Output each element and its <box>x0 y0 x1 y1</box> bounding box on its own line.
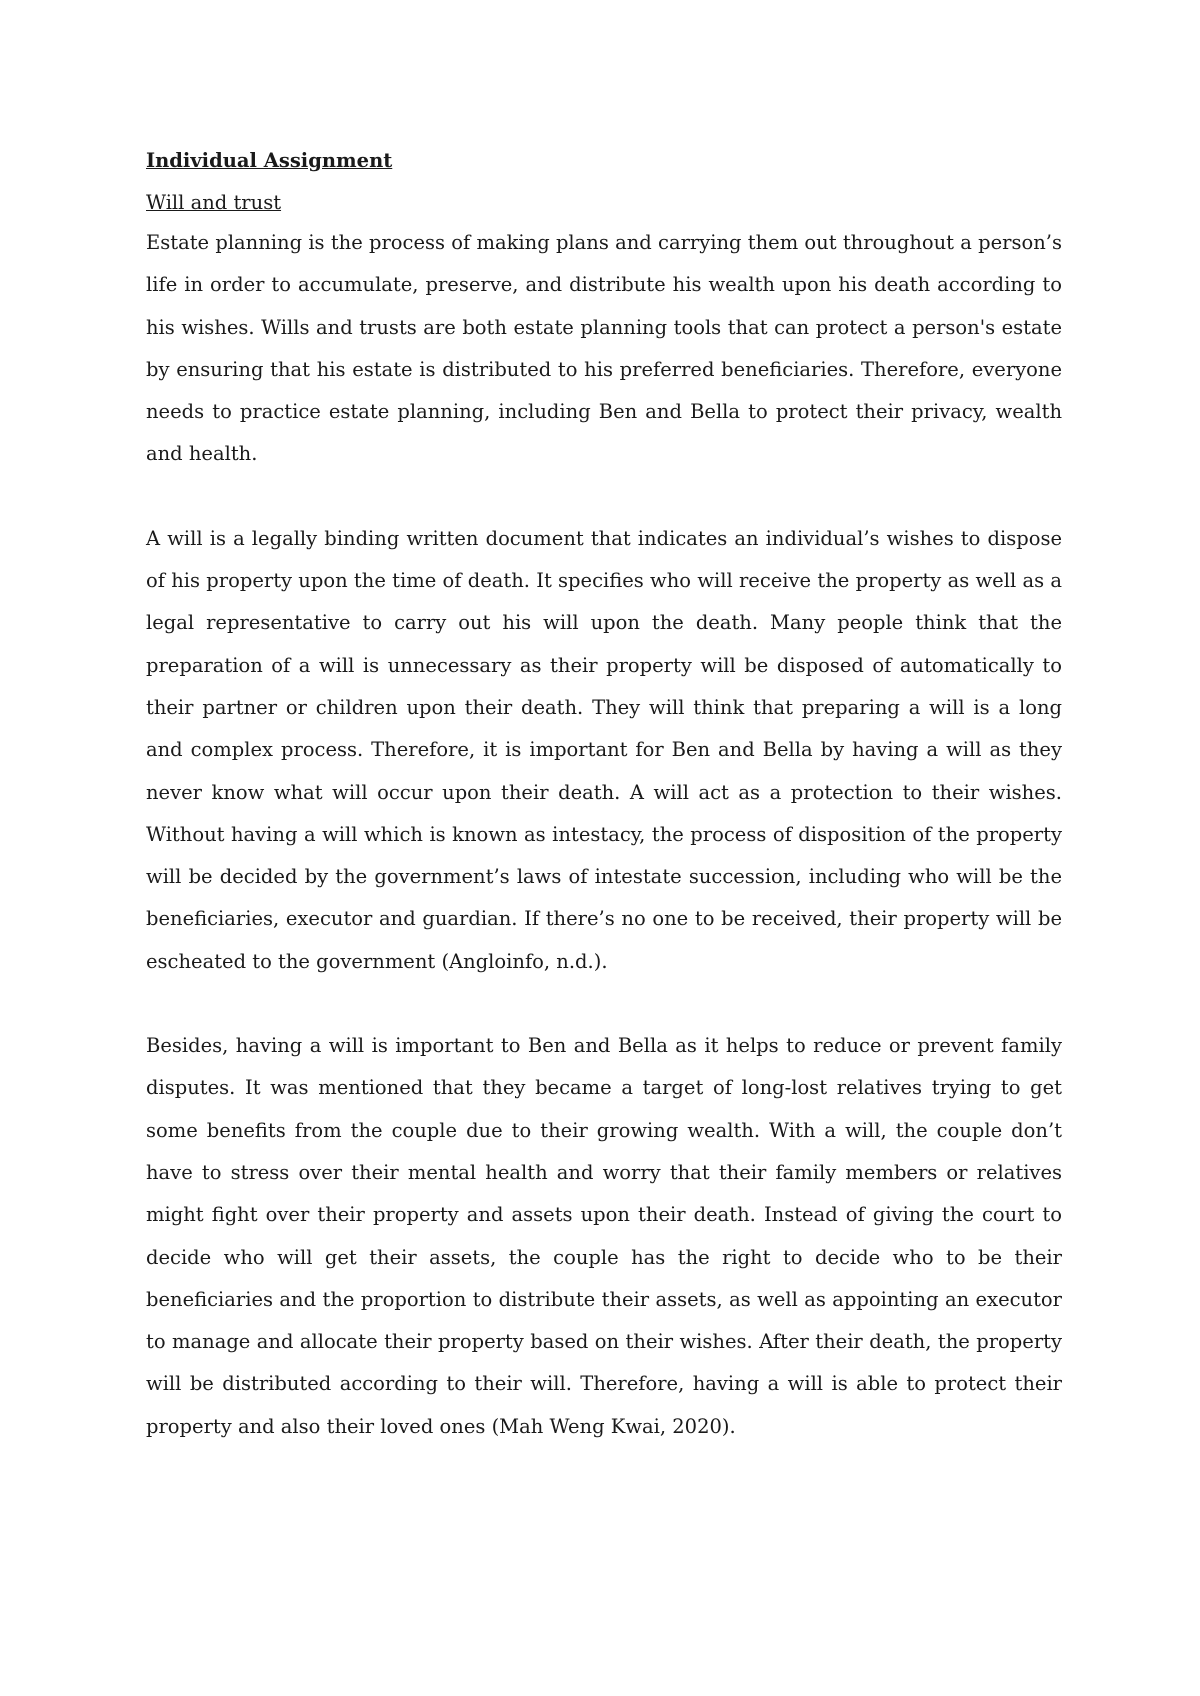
section-heading: Will and trust <box>146 191 282 214</box>
paragraph-family-disputes: Besides, having a will is important to Ben and Bella as it helps to reduce or prevent family disputes. It was mentioned that they became a target of long-lost relatives trying to get some benefits from the couple due to their growing wealth. With a will, the couple don’t have to stress over their mental health and worry that their family members or relatives might fight over their property and assets upon their death. Instead of giving the court to decide who will get their assets, the couple has the right to decide who to be their beneficiaries and the proportion to distribute their assets, as well as appointing an executor to manage and allocate their property based on their wishes. After their death, the property will be distributed according to their will. Therefore, having a will is able to protect their property and also their loved ones (Mah Weng Kwai, 2020). <box>146 1034 1062 1438</box>
document-title: Individual Assignment <box>146 149 393 172</box>
paragraph-estate-planning: Estate planning is the process of making plans and carrying them out throughout a person’s life in order to accumulate, preserve, and distribute his wealth upon his death according to his wishes. Wills and trusts are both estate planning tools that can protect a person's estate by ensuring that his estate is distributed to his preferred beneficiaries. Therefore, everyone needs to practice estate planning, including Ben and Bella to protect their privacy, wealth and health. <box>146 231 1062 466</box>
paragraph-will-definition: A will is a legally binding written document that indicates an individual’s wishes to dispose of his property upon the time of death. It specifies who will receive the property as well as a legal representative to carry out his will upon the death. Many people think that the preparation of a will is unnecessary as their property will be disposed of automatically to their partner or children upon their death. They will think that preparing a will is a long and complex process. Therefore, it is important for Ben and Bella by having a will as they never know what will occur upon their death. A will act as a protection to their wishes. Without having a will which is known as intestacy, the process of disposition of the property will be decided by the government’s laws of intestate succession, including who will be the beneficiaries, executor and guardian. If there’s no one to be received, their property will be escheated to the government (Angloinfo, n.d.). <box>146 526 1062 973</box>
document-body <box>146 146 1062 1448</box>
